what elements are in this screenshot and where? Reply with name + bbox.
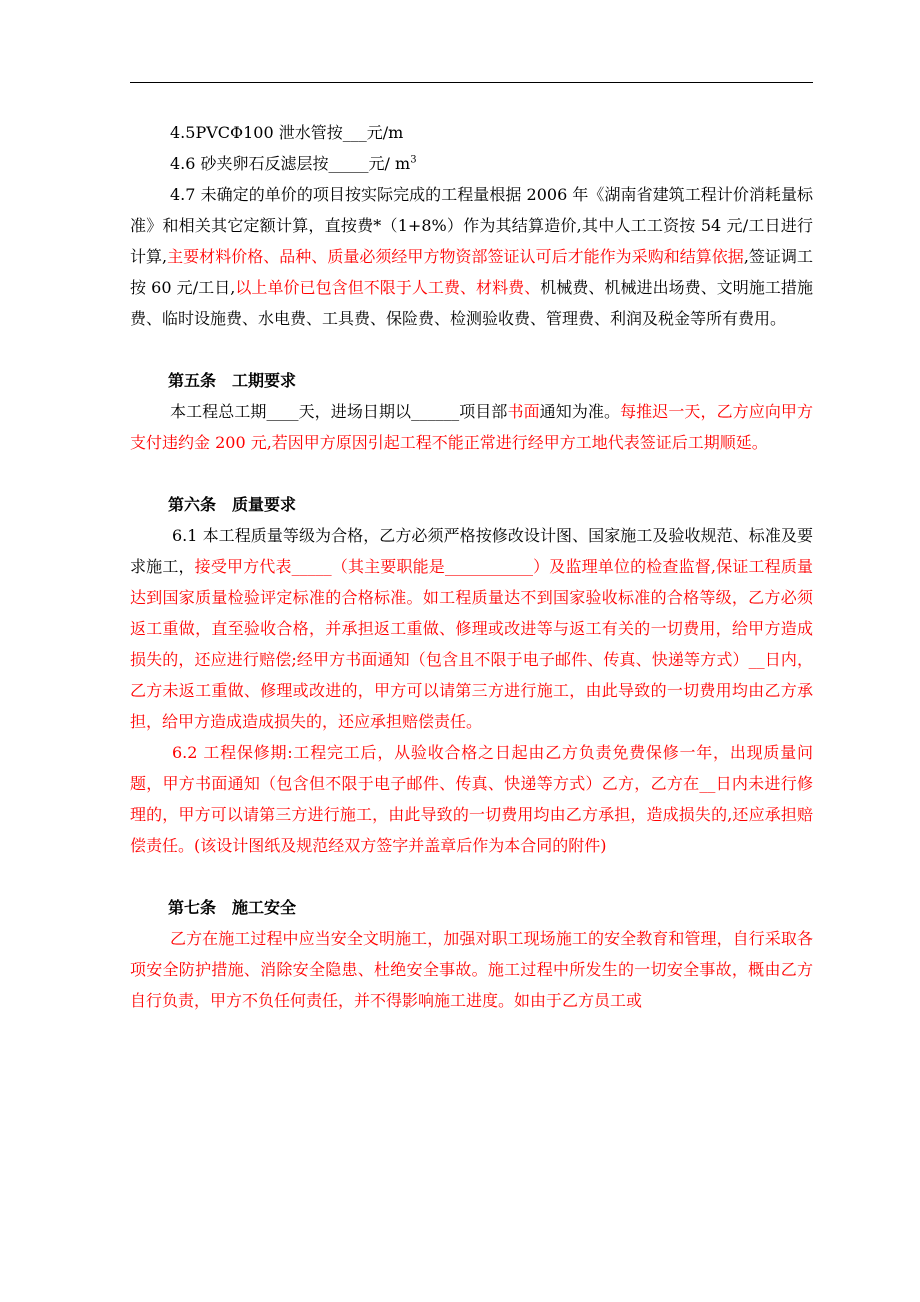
- clause-4-5: 4.5PVCΦ100 泄水管按___元/m: [170, 123, 404, 142]
- article-5-heading: 第五条 工期要求: [168, 371, 297, 390]
- clause-6-2: 6.2 工程保修期:工程完工后，从验收合格之日起由乙方负责免费保修一年，出现质量问题，甲方书面通知（包含但不限于电子邮件、传真、快递等方式）乙方，乙方在__日内未进行修理的，甲方可以请第三方进行施工，由此导致的一切费用均由乙方承担，造成损失的,还应承担赔偿责任。(该设计图纸及规范经双方签字并盖章后作为本合同的附件): [130, 743, 813, 855]
- clause-4-6: 4.6 砂夹卵石反滤层按_____元/ $m^3$: [170, 154, 417, 173]
- article-7-heading: 第七条 施工安全: [168, 898, 297, 917]
- document-page: [130, 117, 813, 1016]
- clause-4-7: 4.7 未确定的单价的项目按实际完成的工程量根据 2006 年《湖南省建筑工程计价消耗量标准》和相关其它定额计算，直按费*（1+8%）作为其结算造价,其中人工工资按 54 元/工日进行计算,主要材料价格、品种、质量必须经甲方物资部签证认可后才能作为采购和结算依据,签证调工按 60 元/工日,以上单价已包含但不限于人工费、材料费、机械费、机械进出场费、文明施工措施费、临时设施费、水电费、工具费、保险费、检测验收费、管理费、利润及税金等所有费用。: [130, 185, 813, 328]
- article-6-heading: 第六条 质量要求: [168, 495, 297, 514]
- article-7-body: 乙方在施工过程中应当安全文明施工，加强对职工现场施工的安全教育和管理，自行采取各项安全防护措施、消除安全隐患、杜绝安全事故。施工过程中所发生的一切安全事故，概由乙方自行负责，甲方不负任何责任，并不得影响施工进度。如由于乙方员工或: [130, 929, 813, 1010]
- header-rule: [130, 82, 813, 83]
- clause-6-1: 6.1 本工程质量等级为合格，乙方必须严格按修改设计图、国家施工及验收规范、标准及要求施工，接受甲方代表_____（其主要职能是___________）及监理单位的检查监督,保证工程质量达到国家质量检验评定标准的合格标准。如工程质量达不到国家验收标准的合格等级，乙方必须返工重做，直至验收合格，并承担返工重做、修理或改进等与返工有关的一切费用，给甲方造成损失的，还应进行赔偿;经甲方书面通知（包含且不限于电子邮件、传真、快递等方式）__日内，乙方未返工重做、修理或改进的，甲方可以请第三方进行施工，由此导致的一切费用均由乙方承担，给甲方造成造成损失的，还应承担赔偿责任。: [130, 526, 813, 731]
- article-5-body: 本工程总工期____天，进场日期以______项目部书面通知为准。每推迟一天，乙方应向甲方支付违约金 200 元,若因甲方原因引起工程不能正常进行经甲方工地代表签证后工期顺延。: [130, 402, 813, 452]
